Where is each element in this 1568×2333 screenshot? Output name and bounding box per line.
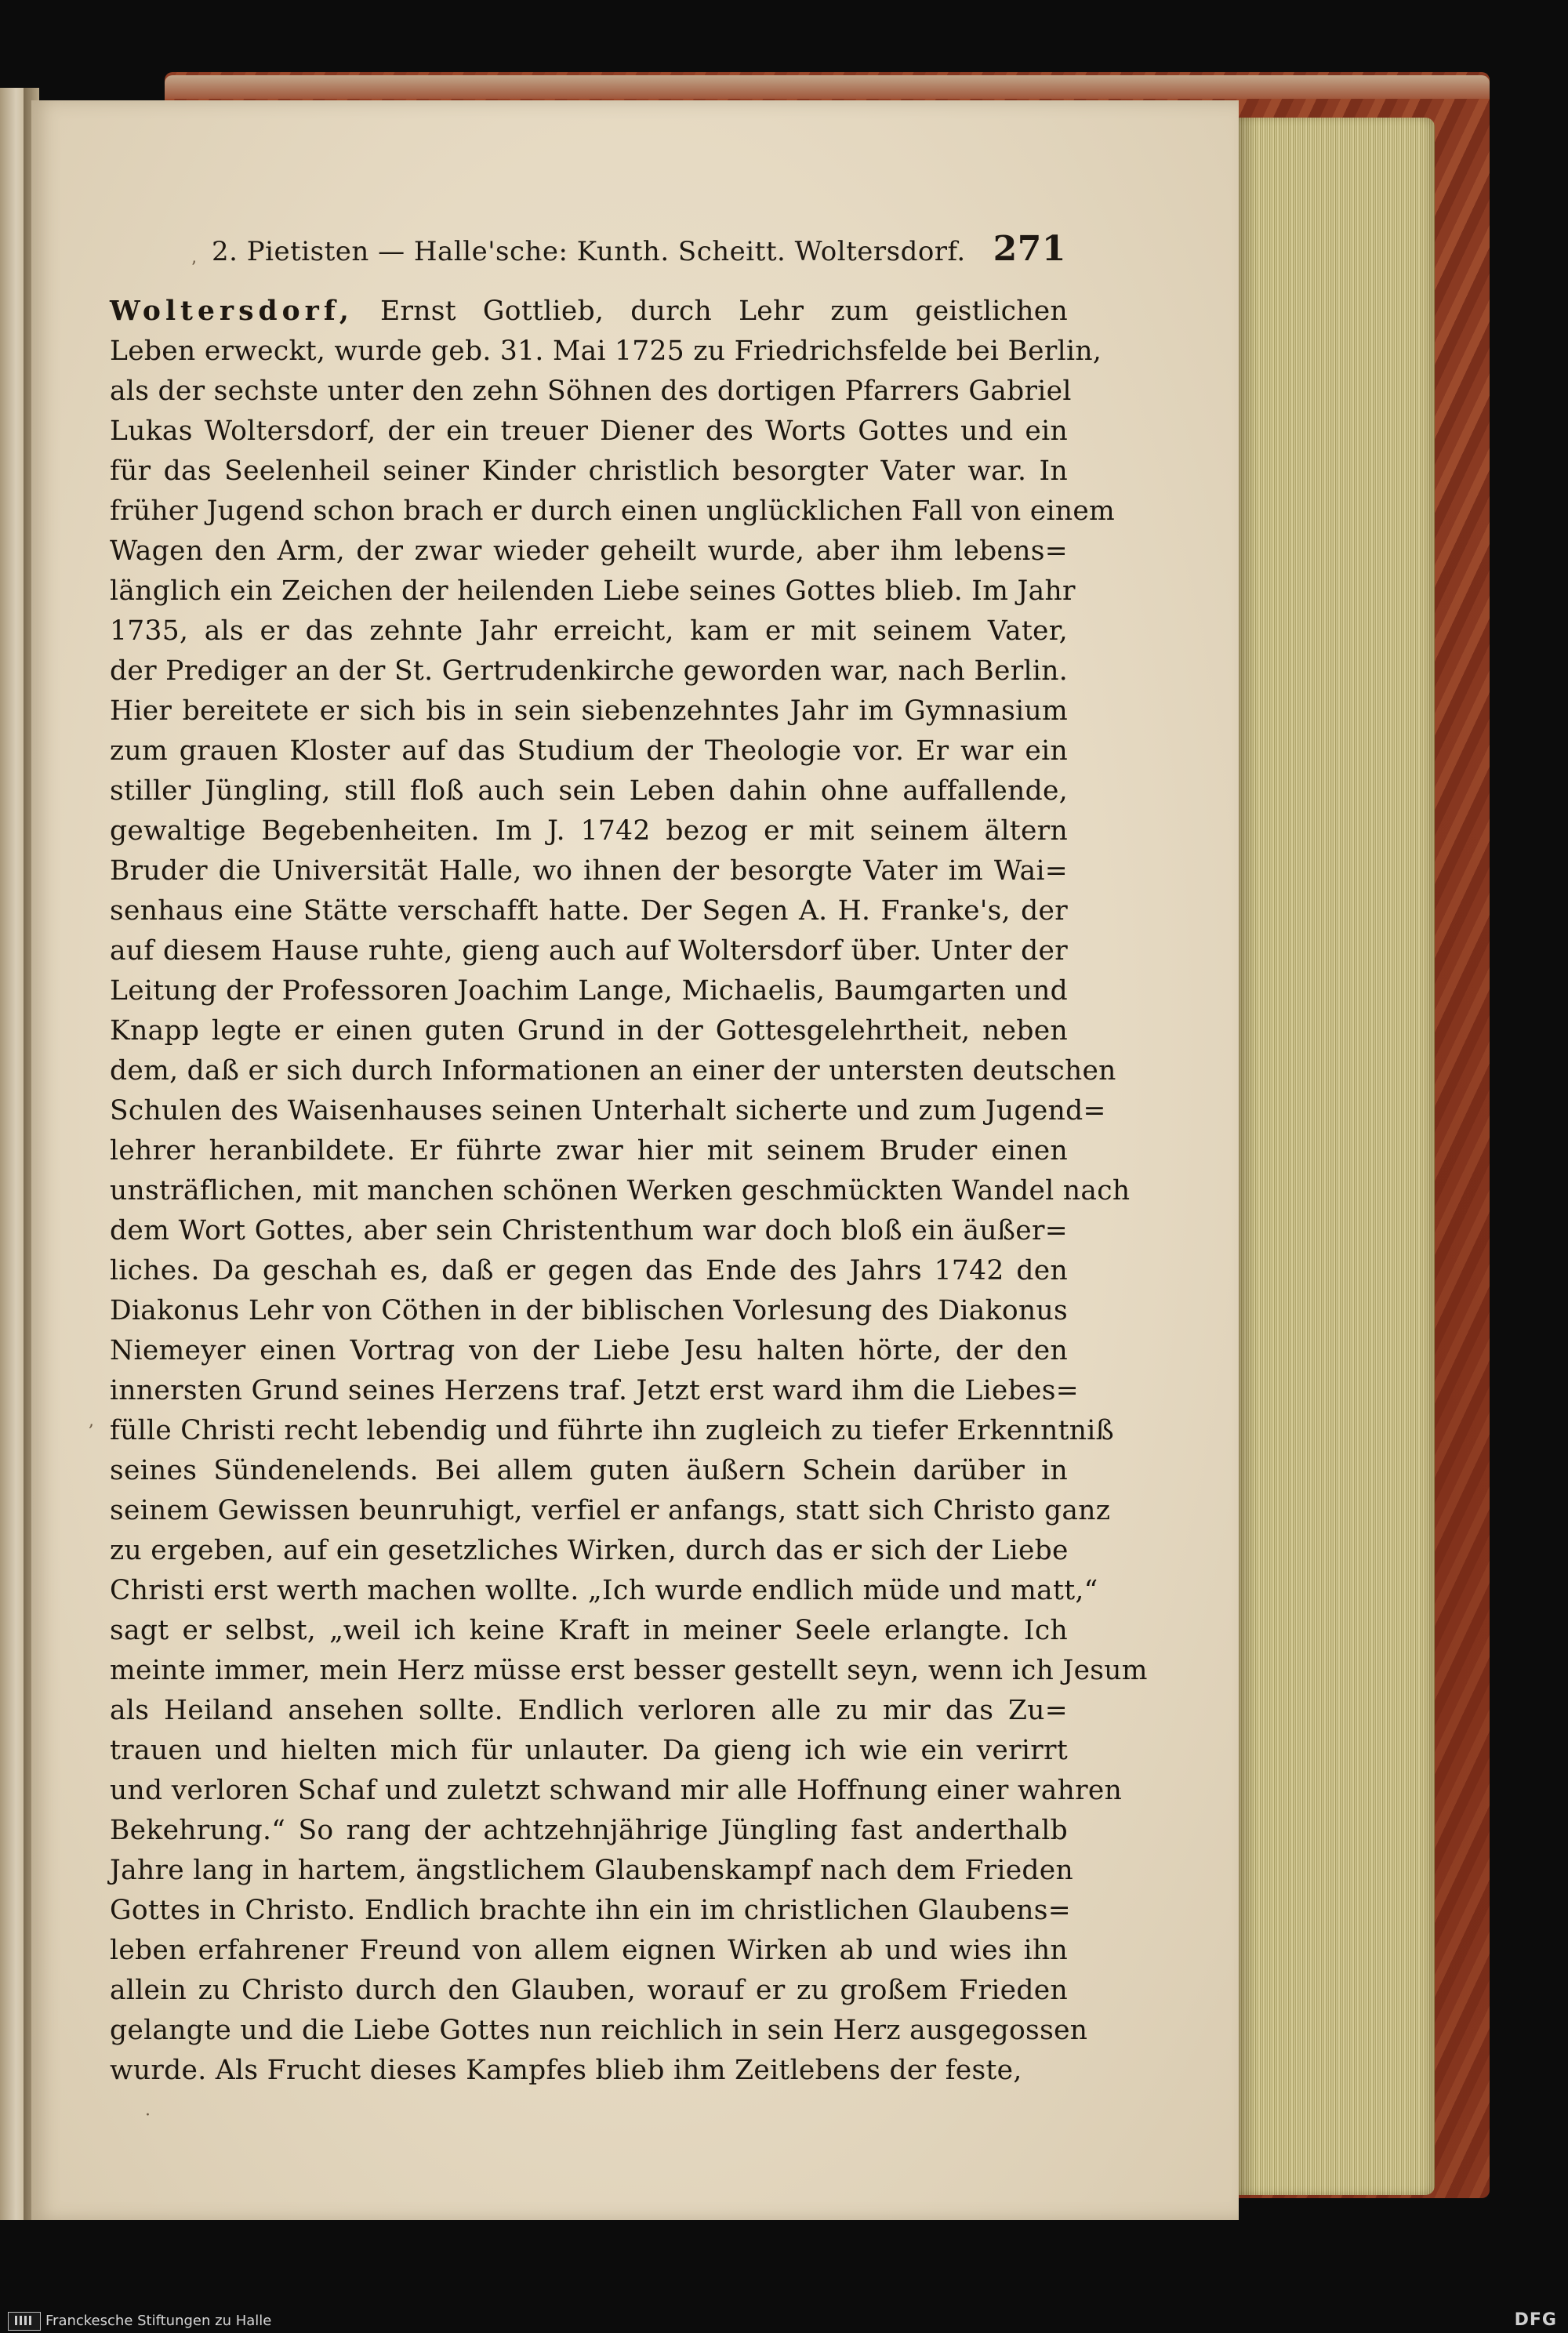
text-line: fülle Christi recht lebendig und führte ihn zugleich zu tiefer Erkenntniß	[110, 1415, 1114, 1446]
text-line: Niemeyer einen Vortrag von der Liebe Jesu halten hörte, der den	[110, 1335, 1068, 1366]
text-line: Jahre lang in hartem, ängstlichem Glaubenskampf nach dem Frieden	[110, 1855, 1074, 1886]
text-line: und verloren Schaf und zuletzt schwand mir alle Hoffnung einer wahren	[110, 1775, 1123, 1806]
dfg-logo: DFG	[1514, 2310, 1557, 2330]
text-line: für das Seelenheil seiner Kinder christlich besorgter Vater war. In	[110, 455, 1068, 487]
text-line: Schulen des Waisenhauses seinen Unterhalt sicherte und zum Jugend=	[110, 1095, 1106, 1127]
text-line: trauen und hielten mich für unlauter. Da gieng ich wie ein verirrt	[110, 1735, 1068, 1766]
text-line: senhaus eine Stätte verschafft hatte. Der Segen A. H. Franke's, der	[110, 895, 1068, 927]
text-line: seinem Gewissen beunruhigt, verfiel er anfangs, statt sich Christo ganz	[110, 1495, 1111, 1526]
text-line: Leitung der Professoren Joachim Lange, Michaelis, Baumgarten und	[110, 975, 1068, 1007]
text-line: Knapp legte er einen guten Grund in der Gottesgelehrtheit, neben	[110, 1015, 1068, 1047]
text-line: länglich ein Zeichen der heilenden Liebe seines Gottes blieb. Im Jahr	[110, 575, 1076, 607]
text-line: Diakonus Lehr von Cöthen in der biblischen Vorlesung des Diakonus	[110, 1295, 1068, 1326]
text-line: Leben erweckt, wurde geb. 31. Mai 1725 zu Friedrichsfelde bei Berlin,	[110, 336, 1102, 367]
text-line: Gottes in Christo. Endlich brachte ihn ein im christlichen Glaubens=	[110, 1895, 1071, 1926]
text-line: leben erfahrener Freund von allem eignen Wirken ab und wies ihn	[110, 1935, 1068, 1966]
attribution-bar	[0, 2308, 1568, 2333]
lead-name: Woltersdorf,	[110, 296, 354, 327]
text-line: 1735, als er das zehnte Jahr erreicht, kam er mit seinem Vater,	[110, 615, 1068, 647]
running-title: 2. Pietisten — Halle'sche: Kunth. Scheitt. Woltersdorf.	[212, 236, 966, 267]
text-line: unsträflichen, mit manchen schönen Werken geschmückten Wandel nach	[110, 1175, 1131, 1206]
text-line: Bruder die Universität Halle, wo ihnen der besorgte Vater im Wai=	[110, 855, 1068, 887]
text-line: innersten Grund seines Herzens traf. Jetzt erst ward ihm die Liebes=	[110, 1375, 1079, 1406]
page-number: 271	[993, 229, 1066, 269]
text-line: Woltersdorf, Ernst Gottlieb, durch Lehr zum geistlichen	[110, 296, 1068, 327]
text-line: als der sechste unter den zehn Söhnen des dortigen Pfarrers Gabriel	[110, 376, 1072, 407]
text-line: Lukas Woltersdorf, der ein treuer Diener des Worts Gottes und ein	[110, 415, 1068, 447]
text-line: der Prediger an der St. Gertrudenkirche geworden war, nach Berlin.	[110, 655, 1068, 687]
text-line: sagt er selbst, „weil ich keine Kraft in meiner Seele erlangte. Ich	[110, 1615, 1068, 1646]
text-line: liches. Da geschah es, daß er gegen das Ende des Jahrs 1742 den	[110, 1255, 1068, 1286]
ink-mark: ʼ	[191, 259, 196, 278]
ink-mark: ,	[89, 1411, 94, 1431]
ink-mark: ·	[145, 2106, 151, 2125]
running-header	[212, 229, 1066, 276]
text-line: Bekehrung.“ So rang der achtzehnjährige Jüngling fast anderthalb	[110, 1815, 1068, 1846]
text-line: lehrer heranbildete. Er führte zwar hier mit seinem Bruder einen	[110, 1135, 1068, 1166]
body-text	[110, 292, 1148, 2091]
text-line: dem Wort Gottes, aber sein Christenthum war doch bloß ein äußer=	[110, 1215, 1068, 1246]
institution-logo-icon	[8, 2312, 41, 2331]
text-line: gelangte und die Liebe Gottes nun reichlich in sein Herz ausgegossen	[110, 2015, 1088, 2046]
cover-top-edge	[165, 75, 1490, 99]
facing-page-edge	[0, 88, 27, 2220]
text-line: zum grauen Kloster auf das Studium der Theologie vor. Er war ein	[110, 735, 1068, 767]
text-line: zu ergeben, auf ein gesetzliches Wirken, durch das er sich der Liebe	[110, 1535, 1069, 1566]
institution-name: Franckesche Stiftungen zu Halle	[45, 2313, 272, 2329]
text-line: als Heiland ansehen sollte. Endlich verloren alle zu mir das Zu=	[110, 1695, 1068, 1726]
text-line: seines Sündenelends. Bei allem guten äußern Schein darüber in	[110, 1455, 1068, 1486]
text-line: auf diesem Hause ruhte, gieng auch auf Woltersdorf über. Unter der	[110, 935, 1068, 967]
text-line: Christi erst werth machen wollte. „Ich wurde endlich müde und matt,“	[110, 1575, 1098, 1606]
text-line: wurde. Als Frucht dieses Kampfes blieb ihm Zeitlebens der feste,	[110, 2055, 1022, 2086]
text-line: stiller Jüngling, still floß auch sein Leben dahin ohne auffallende,	[110, 775, 1068, 807]
text-line: allein zu Christo durch den Glauben, worauf er zu großem Frieden	[110, 1975, 1068, 2006]
text-line: Hier bereitete er sich bis in sein siebenzehntes Jahr im Gymnasium	[110, 695, 1068, 727]
text-line: gewaltige Begebenheiten. Im J. 1742 bezog er mit seinem ältern	[110, 815, 1068, 847]
text-line: dem, daß er sich durch Informationen an einer der untersten deutschen	[110, 1055, 1116, 1087]
text-line: früher Jugend schon brach er durch einen unglücklichen Fall von einem	[110, 495, 1116, 527]
text-line: meinte immer, mein Herz müsse erst besser gestellt seyn, wenn ich Jesum	[110, 1655, 1148, 1686]
page-block-edge	[1232, 118, 1435, 2195]
text-line: Wagen den Arm, der zwar wieder geheilt wurde, aber ihm lebens=	[110, 535, 1068, 567]
